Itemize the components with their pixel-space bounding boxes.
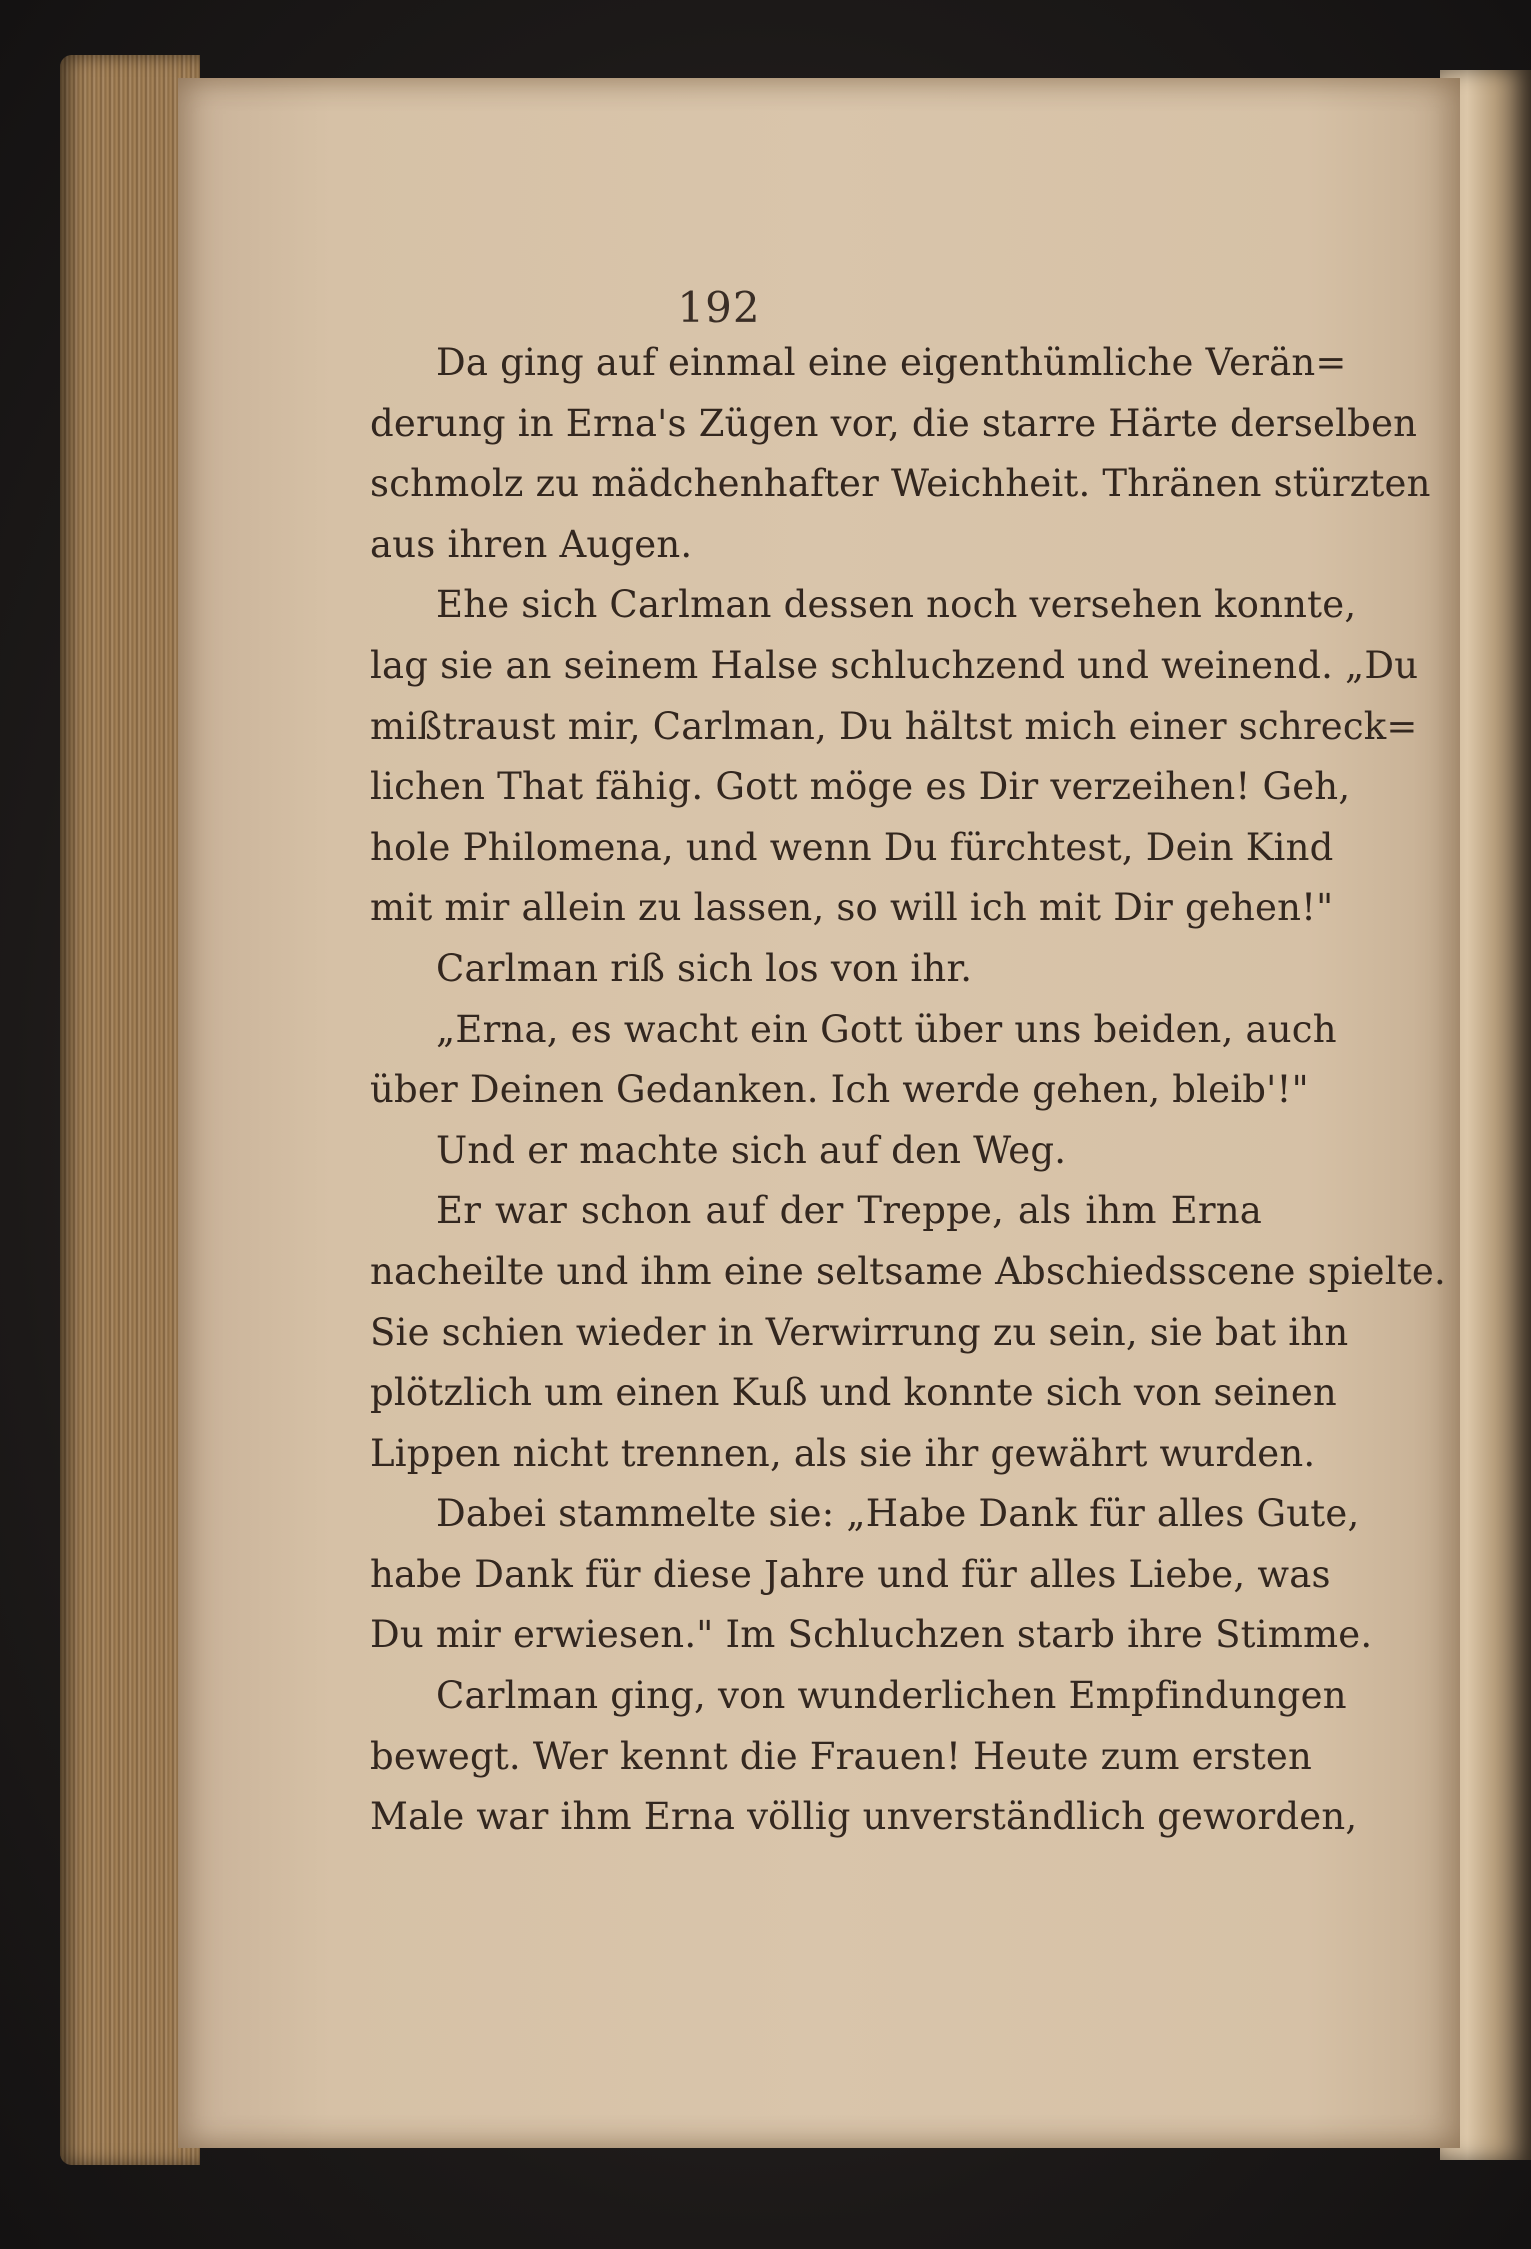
text-line: mißtraust mir, Carlman, Du hältst mich einer schreck=: [370, 704, 1418, 748]
text-line: Dabei stammelte sie: „Habe Dank für alles Gute,: [436, 1492, 1360, 1536]
text-line: derung in Erna's Zügen vor, die starre Härte derselben: [370, 401, 1418, 445]
text-line: bewegt. Wer kennt die Frauen! Heute zum ersten: [370, 1734, 1313, 1778]
text-line: über Deinen Gedanken. Ich werde gehen, bleib'!": [370, 1068, 1309, 1112]
text-line: Du mir erwiesen." Im Schluchzen starb ihre Stimme.: [370, 1613, 1373, 1657]
text-line: lichen That fähig. Gott möge es Dir verzeihen! Geh,: [370, 765, 1351, 809]
text-line: nacheilte und ihm eine seltsame Abschiedsscene spielte.: [370, 1249, 1446, 1293]
text-line: hole Philomena, und wenn Du fürchtest, Dein Kind: [370, 825, 1334, 869]
text-line: mit mir allein zu lassen, so will ich mit Dir gehen!": [370, 886, 1334, 930]
body-text: [370, 333, 1446, 1848]
text-line: Er war schon auf der Treppe, als ihm Erna: [436, 1189, 1262, 1233]
page-number: 192: [677, 283, 761, 332]
text-line: Da ging auf einmal eine eigenthümliche Verän=: [436, 341, 1347, 384]
text-line: Ehe sich Carlman dessen noch versehen konnte,: [436, 583, 1357, 627]
text-line: Sie schien wieder in Verwirrung zu sein, sie bat ihn: [370, 1310, 1349, 1354]
text-line: habe Dank für diese Jahre und für alles Liebe, was: [370, 1552, 1331, 1596]
text-line: „Erna, es wacht ein Gott über uns beiden, auch: [436, 1007, 1337, 1051]
text-line: Male war ihm Erna völlig unverständlich geworden,: [370, 1795, 1358, 1839]
text-line: lag sie an seinem Halse schluchzend und weinend. „Du: [370, 643, 1419, 687]
text-line: Carlman riß sich los von ihr.: [436, 946, 973, 990]
text-line: aus ihren Augen.: [370, 522, 693, 566]
text-line: Und er machte sich auf den Weg.: [436, 1128, 1067, 1172]
text-line: Lippen nicht trennen, als sie ihr gewährt wurden.: [370, 1431, 1316, 1475]
text-line: schmolz zu mädchenhafter Weichheit. Thränen stürzten: [370, 462, 1431, 506]
text-line: Carlman ging, von wunderlichen Empfindungen: [436, 1674, 1347, 1718]
text-line: plötzlich um einen Kuß und konnte sich von seinen: [370, 1371, 1337, 1415]
book-page: [178, 78, 1460, 2148]
